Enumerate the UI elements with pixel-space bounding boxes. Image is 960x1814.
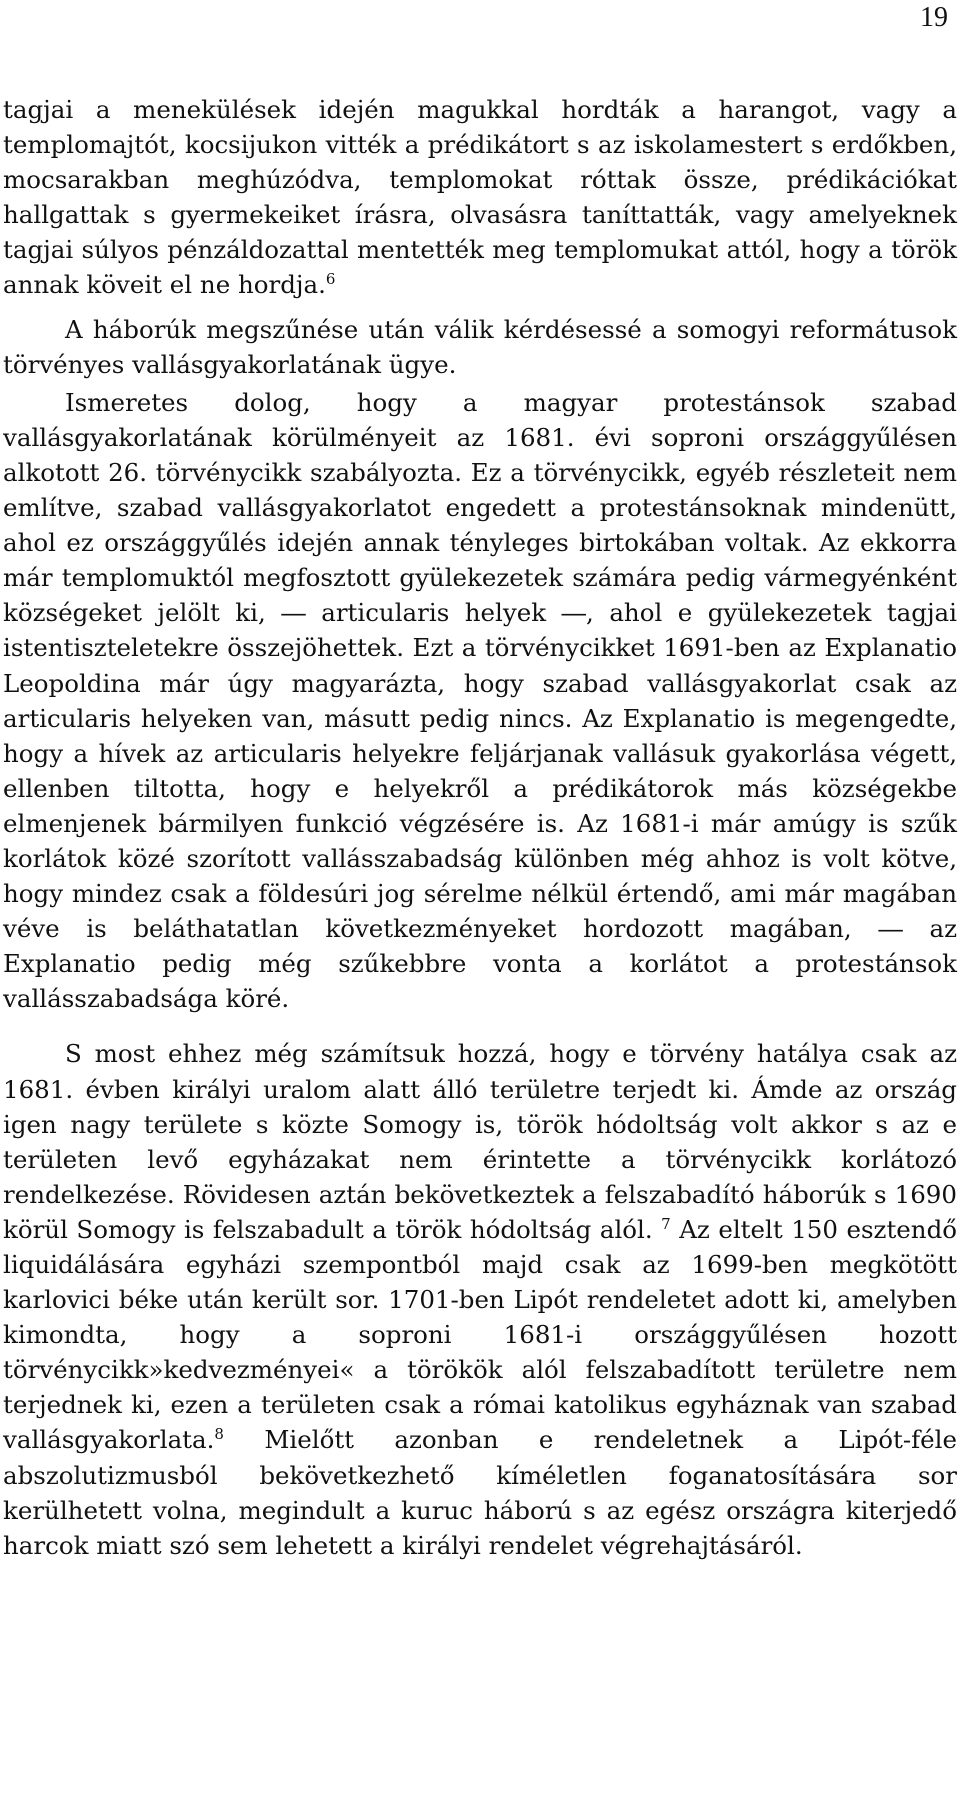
footnote-ref: 8 [214,1425,224,1444]
paragraph-text: Mielőtt azonban e rendeletnek a Lipót-féle abszolutizmusból bekövetkezhető kíméletlen foganatosítására sor kerülhetett volna, megindult a kuruc háború s az egész országra kiterjedő harcok miatt szó sem lehetett a királyi rendelet végrehajtásáról. [3,1425,957,1560]
paragraph-text: tagjai a menekülések idején magukkal hordták a harangot, vagy a templomajtót, kocsijukon vitték a prédikátort s az iskolamestert s erdőkben, mocsarakban meghúzódva, templomokat róttak össze, prédikációkat hallgattak s gyermekeiket írásra, olvasásra taníttatták, vagy amelyeknek tagjai súlyos pénzáldozattal mentették meg templomukat attól, hogy a török annak köveit el ne hordja. [3,95,957,300]
paragraph-text: S most ehhez még számítsuk hozzá, hogy e törvény hatálya csak az 1681. évben királyi uralom alatt álló területre terjedt ki. Ámde az ország igen nagy területe s közte Somogy is, török hódoltság volt akkor s az e területen levő egyházakat nem érintette a törvénycikk korlátozó rendelkezése. Rövidesen aztán bekövetkeztek a felszabadító háborúk s 1690 körül Somogy is felszabadult a török hódoltság alól. [3,1039,957,1244]
paragraph [3,92,957,303]
paragraph [3,385,957,1017]
paragraph-text: Az eltelt 150 esztendő liquidálására egyházi szempontból majd csak az 1699-ben megkötött karlovici béke után került sor. 1701-ben Lipót rendeletet adott ki, amelyben kimondta, hogy a soproni 1681-i országgyűlésen hozott törvénycikk»kedvezményei« a törökök alól felszabadított területre nem terjednek ki, ezen a területen csak a római katolikus egyháznak van szabad vallásgyakorlata. [3,1214,957,1455]
footnote-ref: 7 [661,1214,671,1233]
paragraph-text: Ismeretes dolog, hogy a magyar protestánsok szabad vallásgyakorlatának körülményeit az 1681. évi soproni országgyűlésen alkotott 26. törvénycikk szabályozta. Ez a törvénycikk, egyéb részleteit nem említve, szabad vallásgyakorlatot engedett a protestánsoknak mindenütt, ahol ez országgyűlés idején annak tényleges birtokában voltak. Az ekkorra már templomuktól megfosztott gyülekezetek számára pedig vármegyénként községeket jelölt ki, ― articularis helyek ―, ahol e gyülekezetek tagjai istentiszteletekre összejöhettek. Ezt a törvénycikket 1691-ben az Explanatio Leopoldina már úgy magyarázta, hogy szabad vallásgyakorlat csak az articularis helyeken van, másutt pedig nincs. Az Explanatio is megengedte, hogy a hívek az articularis helyekre feljárjanak vallásuk gyakorlása végett, ellenben tiltotta, hogy e helyekről a prédikátorok más községekbe elmenjenek bármilyen funkció végzésére is. Az 1681-i már amúgy is szűk korlátok közé szorított vallásszabadság különben még ahhoz is volt kötve, hogy mindez csak a földesúri jog sérelme nélkül értendő, ami már magában véve is beláthatatlan következményeket hordozott magában, ― az Explanatio pedig még szűkebbre vonta a korlátot a protestánsok vallásszabadsága köré. [3,387,957,1014]
paragraph [3,312,957,382]
document-body [3,92,957,1563]
paragraph [3,1036,957,1562]
paragraph-text: A háborúk megszűnése után válik kérdésessé a somogyi reformátusok törvényes vallásgyakorlatának ügye. [3,314,957,379]
page-number: 19 [920,2,948,33]
footnote-ref: 6 [325,270,336,289]
